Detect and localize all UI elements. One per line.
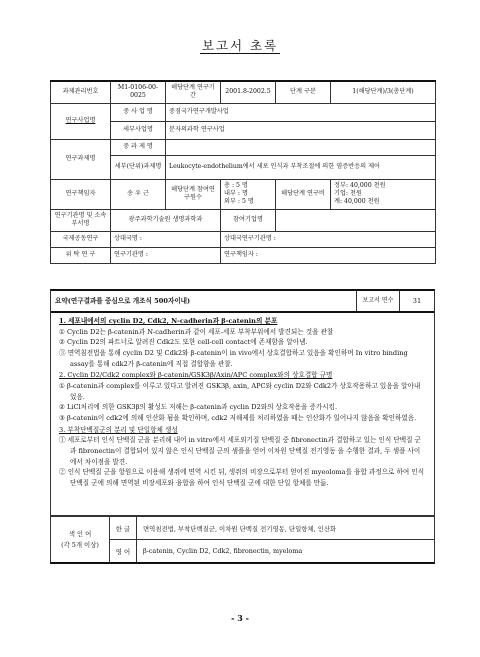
program-sub-value: 분자의과학 연구사업 [166, 121, 436, 139]
korean-keywords: 면역침전법, 부착단백질군, 이차원 단백질 전기영동, 단일항체, 인산화 [143, 524, 337, 533]
task-row [51, 81, 436, 103]
list-item: ③ β-catenin이 cdk2에 의해 인산화 됨을 확인하며, cdk2 저해제를 처리하였을 때는 인산화가 일어나지 않음을 확인하였음. [59, 414, 417, 423]
period-value: 2001.8-2002.5 [221, 81, 276, 103]
report-info-table [50, 80, 436, 264]
list-item: ② Cyclin D2의 파트너로 알려진 Cdk2도 또한 cell-cell contact에 존재함을 알아냄. [59, 338, 308, 347]
researcher-external: 외부 : 5 명 [224, 198, 254, 206]
keywords-rows [110, 517, 434, 562]
institution-label: 연구기관명 및 소속부서명 [51, 209, 111, 231]
pages-value: 31 [399, 291, 434, 311]
list-item: ② 인식 단백질 군을 항원으로 이용해 생쥐에 면역 시킨 뒤, 생쥐의 비장으로부터 얻어진 myeoloma를 융합 과정으로 하여 인식 단백질 군에 의해 면역된 비장세포와 융합을 하여 인식 단백질 군에 대한 단일 항체를 만듦. [59, 468, 425, 488]
page-number: - 3 - [231, 613, 249, 623]
list-item: ③ 면역침전법을 통해 cyclin D2 및 Cdk2와 β-catenin이 in vivo에서 상호결합하고 있음을 확인하며 In vitro binding assay를 통해 cdk2가 β-catenin에 직접 결합함을 관찰. [59, 349, 408, 368]
researcher-label: 연구책임자 [51, 179, 111, 209]
researcher-count-label: 해당단계 참여연구원수 [166, 179, 221, 209]
summary-box [50, 289, 435, 516]
researcher-total: 총 : 5 명 [224, 181, 248, 189]
intl-inst: 상대국연구기관명 : [221, 231, 436, 247]
program-main-value: 중점국가연구개발사업 [166, 103, 436, 121]
fund-gov: 정부: 40,000 천원 [334, 181, 386, 189]
keywords-korean-row [110, 517, 434, 539]
researcher-internal: 내부 : 명 [224, 190, 248, 198]
project-label: 연구과제명 [51, 139, 111, 179]
fund-company: 기업: 천원 [334, 190, 362, 198]
keywords-label [51, 517, 110, 562]
institution-value: 광주과학기술원 생명과학과 [111, 209, 221, 231]
delegate-head: 연구책임자 : [221, 247, 436, 263]
list-item: ① 세포로부터 인식 단백질 군을 분리해 내어 in vitro에서 세포외기질 단백질 중 fibronectin과 결합하고 있는 인식 단백질 군과 fibronectin이 결합되어 있지 않은 인식 단백질 군의 샘플을 얻어 이차원 단백질 전기영동 을 수행한 결과, 두 샘플 사이에서 차이점을 발견. [59, 436, 421, 466]
section-title: 1. 세포내에서의 cyclin D2, Cdk2, N-cadherin과 β-catenin의 분포 [59, 317, 278, 325]
partner-value [276, 209, 436, 231]
researcher-count [221, 179, 276, 209]
summary-heading: 요약(연구결과를 중심으로 개조식 500자이내) [55, 296, 191, 305]
stage-label: 단계 구분 [276, 81, 331, 103]
delegate-label: 위 탁 연 구 [51, 247, 111, 263]
task-no-value: M1-0106-00-0025 [111, 81, 166, 103]
list-item: ② LiCl처리에 의한 GSK3β의 활성도 저해는 β-catenin과 cyclin D2와의 상호작용을 증가시킴. [59, 403, 338, 412]
task-no-label: 과제관리번호 [51, 81, 111, 103]
section-title: 3. 부착단백질군의 분리 및 단일항체 생성 [59, 425, 178, 434]
stage-value: 1(해당단계)/3(총단계) [331, 81, 436, 103]
list-item: ① β-catenin과 complex를 이루고 있다고 알려진 GSK3β, axin, APC와 cyclin D2와 Cdk2가 상호작용하고 있음을 알아내었음. [59, 382, 421, 401]
program-main-label: 중 사 업 명 [111, 103, 166, 121]
project-sub-value: Leukocyte-endothelium에서 세포 인식과 부착조절에 의한 염증반응의 제어 [166, 155, 436, 179]
project-main-label: 중 과 제 명 [111, 139, 166, 155]
english-label: 영 어 [110, 540, 137, 562]
list-item: ① Cyclin D2는 β-catenin과 N-cadherin과 같이 세포-세포 부착부위에서 발견되는 것을 관찰 [59, 327, 334, 336]
period-label: 해당단계 연구기간 [166, 81, 221, 103]
english-keywords: β-catenin, Cyclin D2, Cdk2, fibronectin, myeloma [143, 547, 303, 555]
section-title: 2. Cyclin D2/Cdk2 complex와 β-catenin/GSK3β/Axin/APC complex와의 상호결합 규명 [59, 371, 333, 380]
project-sub-label: 세부(단위)과제명 [111, 155, 166, 179]
fund-label: 해당단계 연구비 [276, 179, 331, 209]
keywords-box [50, 516, 435, 564]
intl-country: 상대국명 : [111, 231, 221, 247]
program-sub-label: 세부사업명 [111, 121, 166, 139]
partner-label: 참여기업명 [221, 209, 276, 231]
program-label: 연구사업명 [51, 103, 111, 139]
fund-sum: 계: 40,000 천원 [334, 198, 380, 206]
keywords-label-line2: (각 5개 이상) [61, 540, 99, 549]
keywords-label-line1: 색 인 어 [68, 530, 92, 539]
report-title: 보고서 초록 [201, 38, 279, 53]
keywords-english-row [110, 539, 434, 562]
summary-header [51, 291, 434, 313]
intl-label: 국제공동연구 [51, 231, 111, 247]
korean-label: 한 글 [110, 517, 137, 539]
researcher-name: 송 우 근 [111, 179, 166, 209]
project-main-value [166, 139, 436, 155]
fund-values [331, 179, 436, 209]
delegate-inst: 연구기관명 : [111, 247, 221, 263]
pages-label: 보고서 면수 [356, 291, 399, 311]
summary-body [51, 313, 434, 491]
